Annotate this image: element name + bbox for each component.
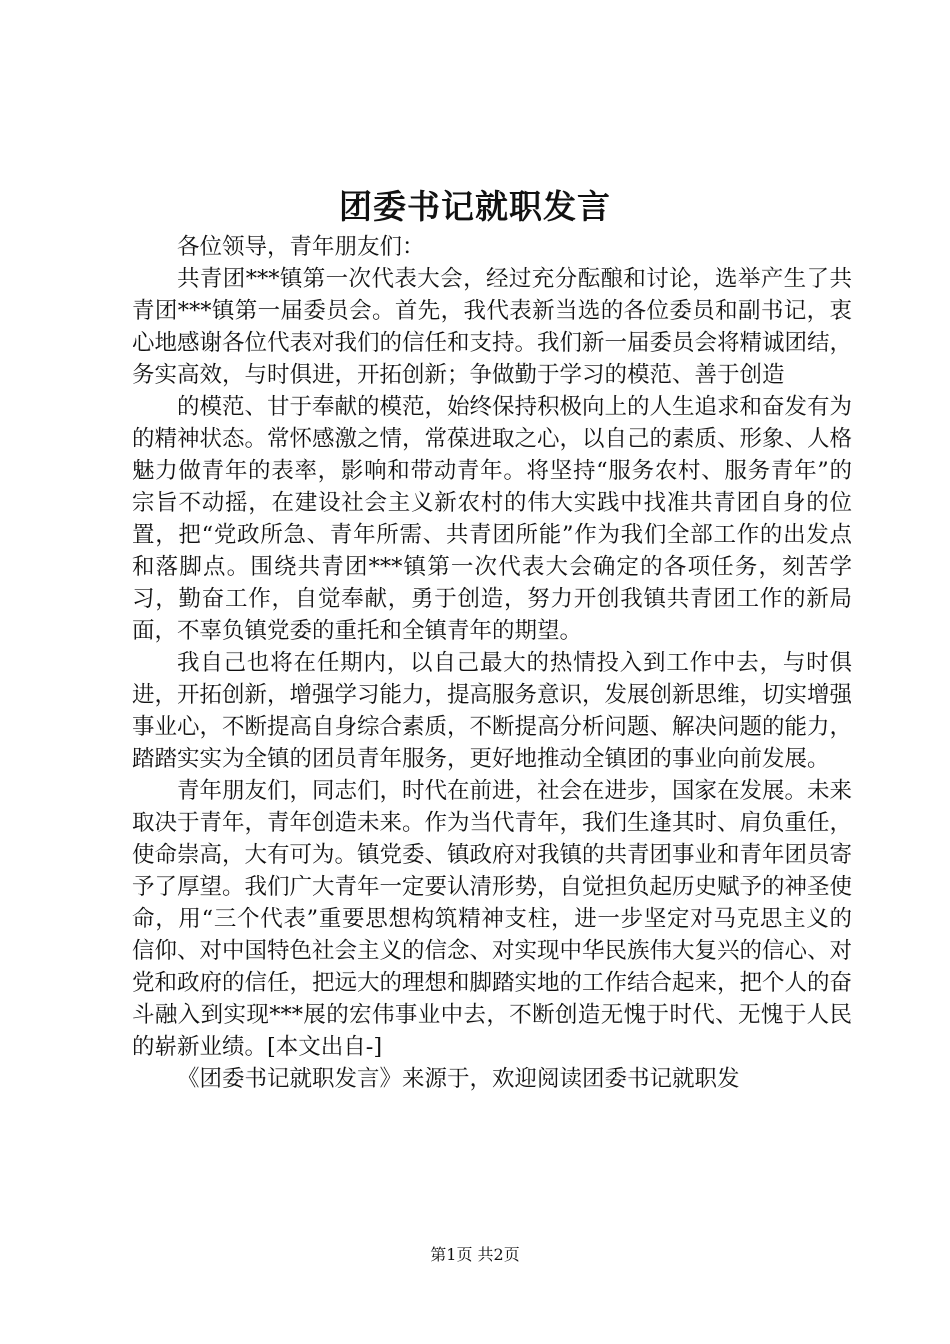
paragraph-source: 《团委书记就职发言》来源于，欢迎阅读团委书记就职发 (177, 1066, 740, 1092)
paragraph-4: 青年朋友们，同志们，时代在前进，社会在进步，国家在发展。未来取决于青年，青年创造未来。作为当代青年，我们生逢其时、肩负重任，使命崇高，大有可为。镇党委、镇政府对我镇的共青团事业和青年团员寄予了厚望。我们广大青年一定要认清形势，自觉担负起历史赋予的神圣使命，用“三个代表”重要思想构筑精神支柱，进一步坚定对马克思主义的信仰、对中国特色社会主义的信念、对实现中华民族伟大复兴的信心、对党和政府的信任，把远大的理想和脚踏实地的工作结合起来，把个人的奋斗融入到实现***展的宏伟事业中去，不断创造无愧于时代、无愧于人民的崭新业绩。[本文出自-] (132, 778, 853, 1060)
paragraph-salutation: 各位领导，青年朋友们： (177, 234, 425, 260)
paragraph-2: 的模范、甘于奉献的模范，始终保持积极向上的人生追求和奋发有为的精神状态。常怀感激之情，常葆进取之心，以自己的素质、形象、人格魅力做青年的表率，影响和带动青年。将坚持“服务农村、服务青年”的宗旨不动摇，在建设社会主义新农村的伟大实践中找准共青团自身的位置，把“党政所急、青年所需、共青团所能”作为我们全部工作的出发点和落脚点。围绕共青团***镇第一次代表大会确定的各项任务，刻苦学习，勤奋工作，自觉奉献，勇于创造，努力开创我镇共青团工作的新局面，不辜负镇党委的重托和全镇青年的期望。 (132, 394, 853, 644)
paragraph-3: 我自己也将在任期内，以自己最大的热情投入到工作中去，与时俱进，开拓创新，增强学习能力，提高服务意识，发展创新思维，切实增强事业心，不断提高自身综合素质，不断提高分析问题、解决问题的能力，踏踏实实为全镇的团员青年服务，更好地推动全镇团的事业向前发展。 (132, 650, 853, 772)
document-body (132, 231, 852, 1095)
page-footer: 第1页 共2页 (430, 1245, 520, 1264)
document-title: 团委书记就职发言 (339, 187, 611, 226)
paragraph-1: 共青团***镇第一次代表大会，经过充分酝酿和讨论，选举产生了共青团***镇第一届委员会。首先，我代表新当选的各位委员和副书记，衷心地感谢各位代表对我们的信任和支持。我们新一届委员会将精诚团结，务实高效，与时俱进，开拓创新；争做勤于学习的模范、善于创造 (132, 266, 853, 388)
